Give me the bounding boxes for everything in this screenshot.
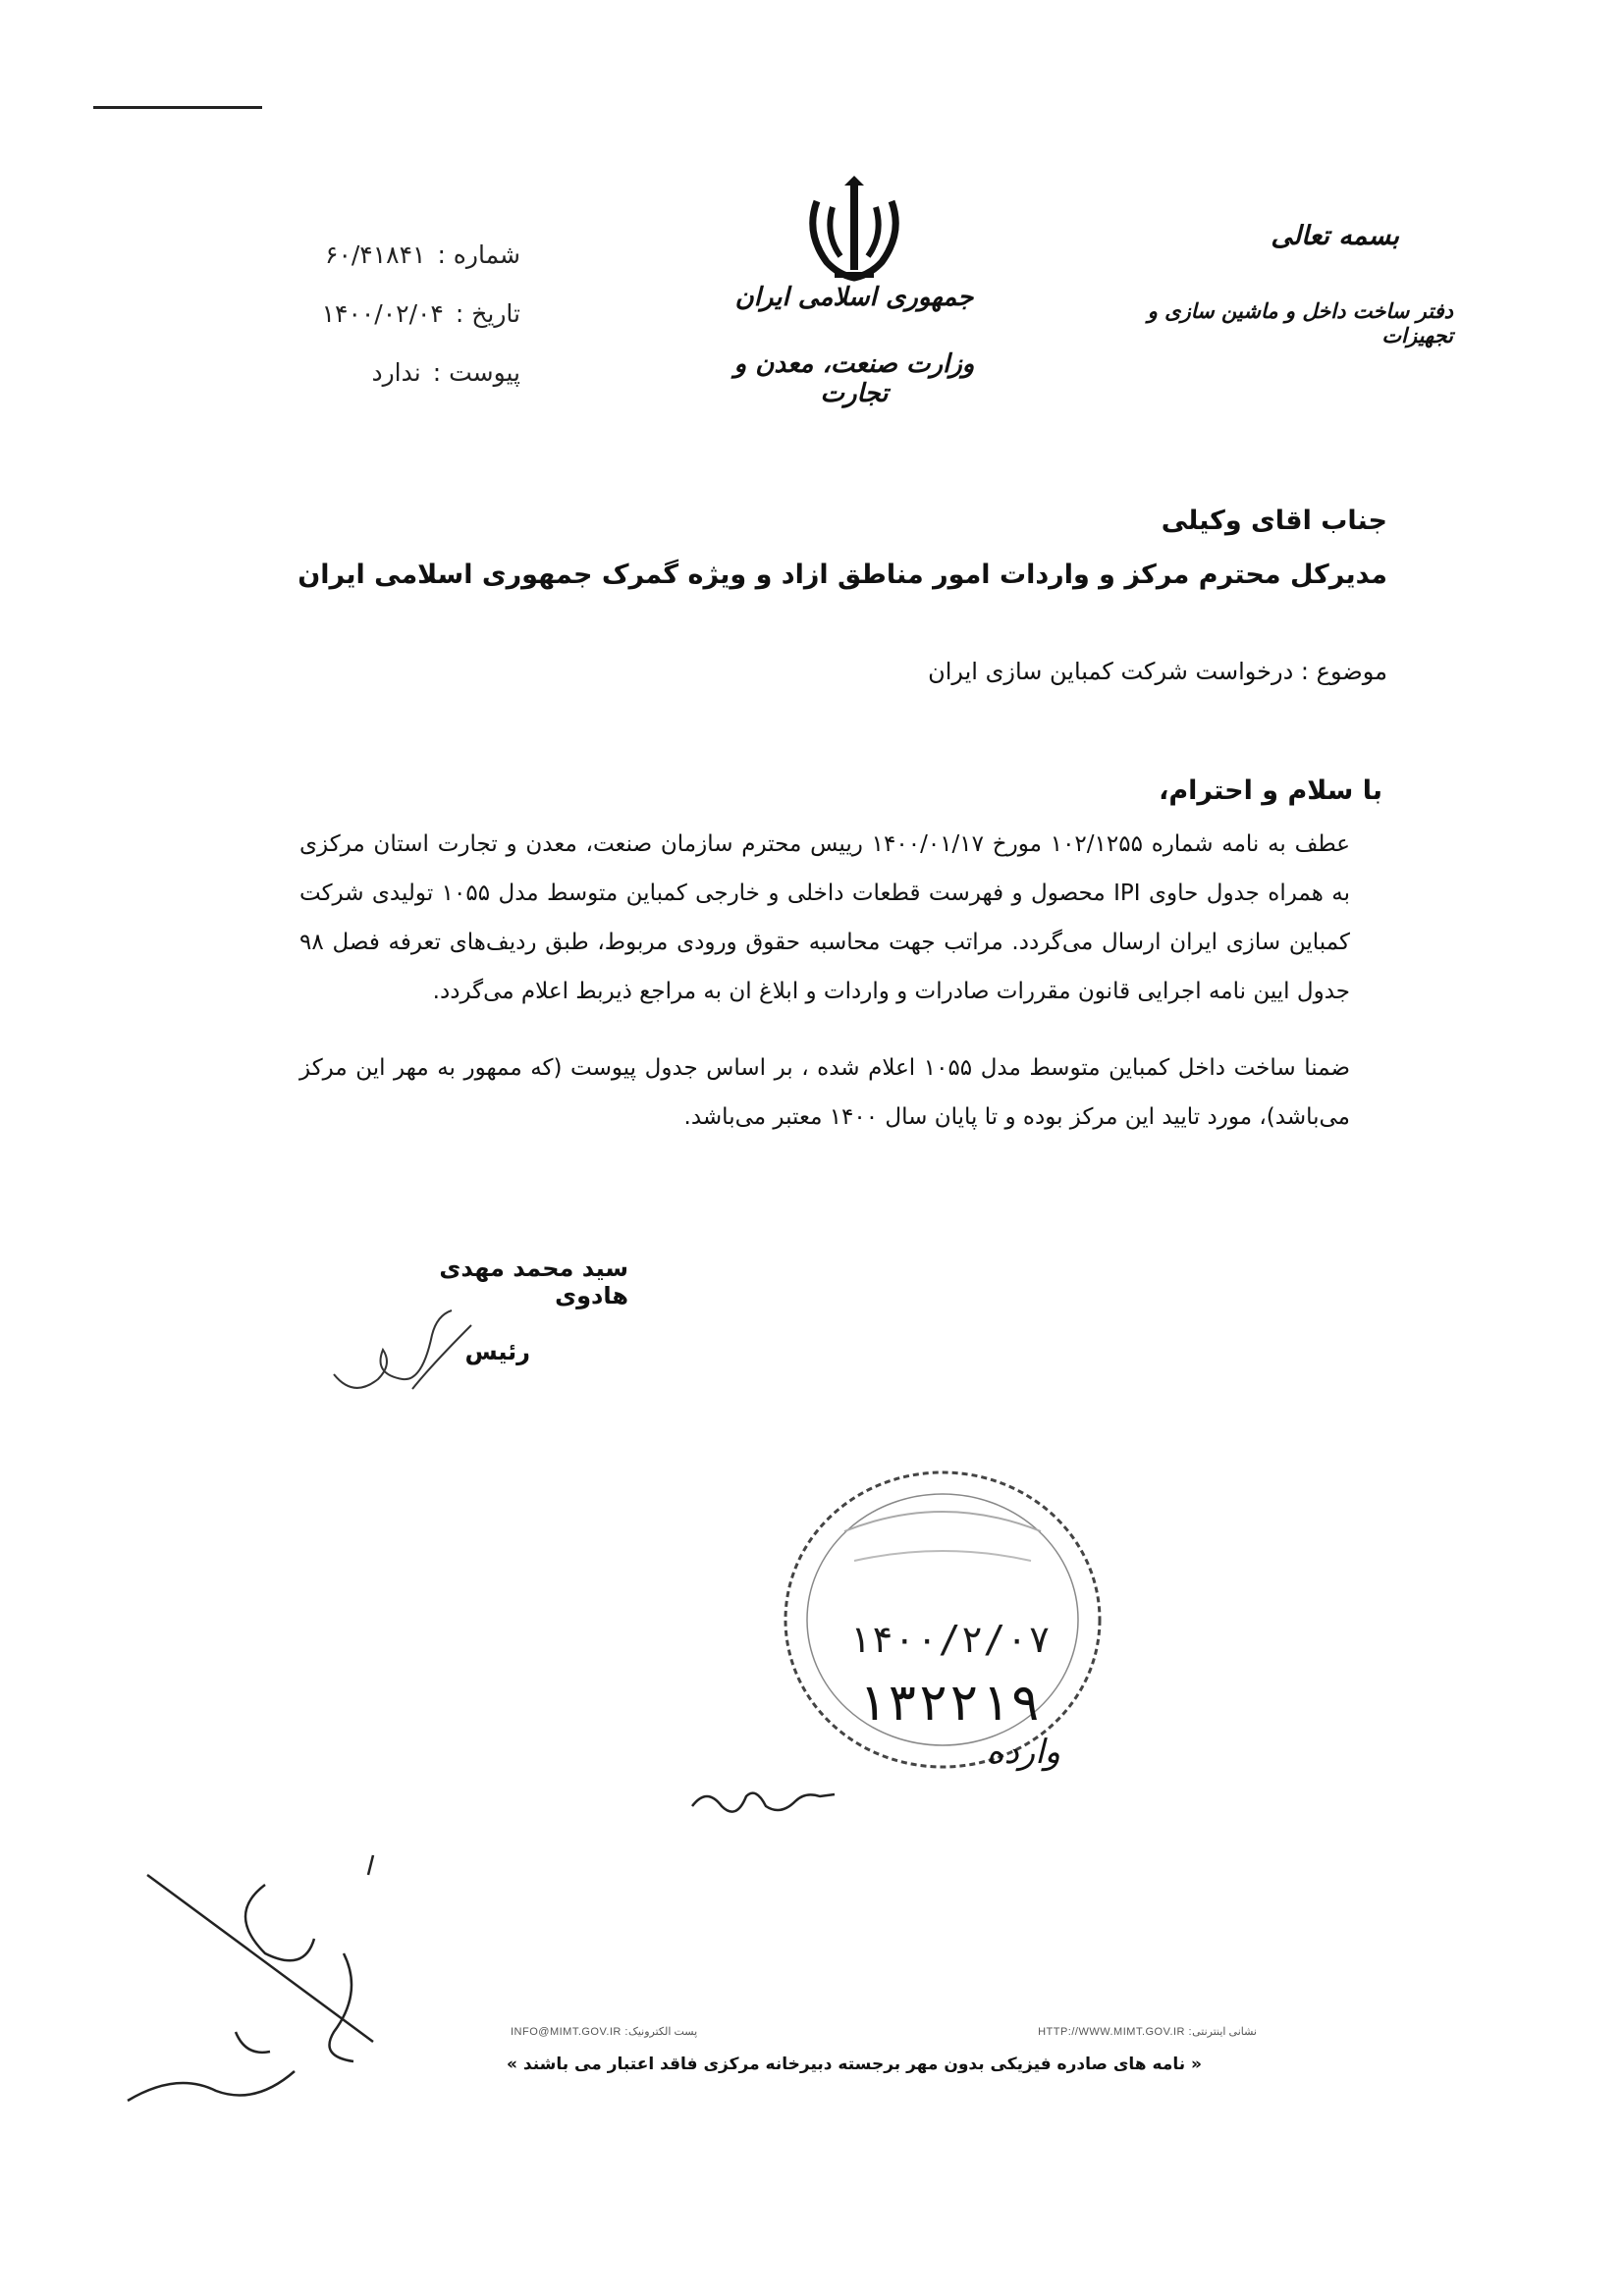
- addressee-name: جناب اقای وکیلی: [1161, 506, 1387, 536]
- body-paragraph-2: ضمنا ساخت داخل کمباین متوسط مدل ۱۰۵۵ اعلام شده ، بر اساس جدول پیوست (که ممهور به مهر این مرکز می‌باشد)، مورد تایید این مرکز بوده و تا پایان سال ۱۴۰۰ معتبر می‌باشد.: [299, 1055, 1350, 1130]
- iran-emblem-icon: [795, 172, 913, 290]
- meta-date: [226, 285, 520, 344]
- header-center: [707, 283, 1001, 408]
- subject-line: موضوع : درخواست شرکت کمباین سازی ایران: [928, 658, 1387, 685]
- handwritten-referral-icon: [118, 1845, 412, 2120]
- letter-body: [299, 820, 1389, 1142]
- footer-contact: [511, 2025, 1257, 2038]
- country-name: جمهوری اسلامی ایران: [734, 283, 974, 312]
- header-right: [1129, 221, 1453, 347]
- footer-email: INFO@MIMT.GOV.IR :پست الکترونیک: [511, 2026, 698, 2038]
- addressee-title: مدیرکل محترم مرکز و واردات امور مناطق ازاد و ویژه گمرک جمهوری اسلامی ایران: [298, 560, 1387, 590]
- org-line: دفتر ساخت داخل و ماشین سازی و تجهیزات: [1147, 298, 1453, 347]
- date-value: ۱۴۰۰/۰۲/۰۴: [321, 299, 444, 328]
- invocation: بسمه تعالی: [1271, 221, 1399, 251]
- number-value: ۶۰/۴۱۸۴۱: [325, 240, 426, 269]
- letter-meta: [226, 226, 520, 402]
- meta-number: [226, 226, 520, 285]
- body-paragraph-1: عطف به نامه شماره ۱۰۲/۱۲۵۵ مورخ ۱۴۰۰/۰۱/۱۷ رییس محترم سازمان صنعت، معدن و تجارت استان مرکزی به همراه جدول حاوی IPI محصول و فهرست قطعات داخلی و خارجی کمباین متوسط مدل ۱۰۵۵ تولیدی شرکت کمباین سازی ایران ارسال می‌گردد. مراتب جهت محاسبه حقوق ورودی مربوط، طبق ردیف‌های تعرفه فصل ۹۸ جدول ایین نامه اجرایی قانون مقررات صادرات و واردات و ابلاغ ان به مراجع ذیربط اعلام می‌گردد.: [299, 831, 1350, 1004]
- signer-name: سید محمد مهدی هادوی: [439, 1255, 628, 1309]
- footer-note: « نامه های صادره فیزیکی بدون مهر برجسته دبیرخانه مرکزی فاقد اعتبار می باشند »: [506, 2055, 1203, 2074]
- attachment-label: پیوست :: [432, 358, 520, 387]
- stamp-date: ۱۴۰۰/۲/۰۷: [848, 1618, 1051, 1661]
- signature-scribble-icon: [324, 1306, 481, 1404]
- signer-role: رئیس: [464, 1338, 530, 1365]
- top-rule: [93, 106, 262, 109]
- meta-attachment: [226, 344, 520, 402]
- salutation: با سلام و احترام،: [1159, 775, 1382, 806]
- footer-website: HTTP://WWW.MIMT.GOV.IR :نشانی اینترنتی: [1038, 2026, 1257, 2038]
- number-label: شماره :: [437, 240, 520, 269]
- stamp-word: وارده: [986, 1733, 1060, 1772]
- addressee: [209, 506, 1387, 597]
- stamp-number: ۱۳۲۲۱۹: [856, 1674, 1041, 1733]
- date-label: تاریخ :: [455, 299, 520, 328]
- ministry-name: وزارت صنعت، معدن و تجارت: [733, 349, 975, 408]
- initials-scribble-icon: [687, 1767, 844, 1826]
- attachment-value: ندارد: [371, 358, 421, 387]
